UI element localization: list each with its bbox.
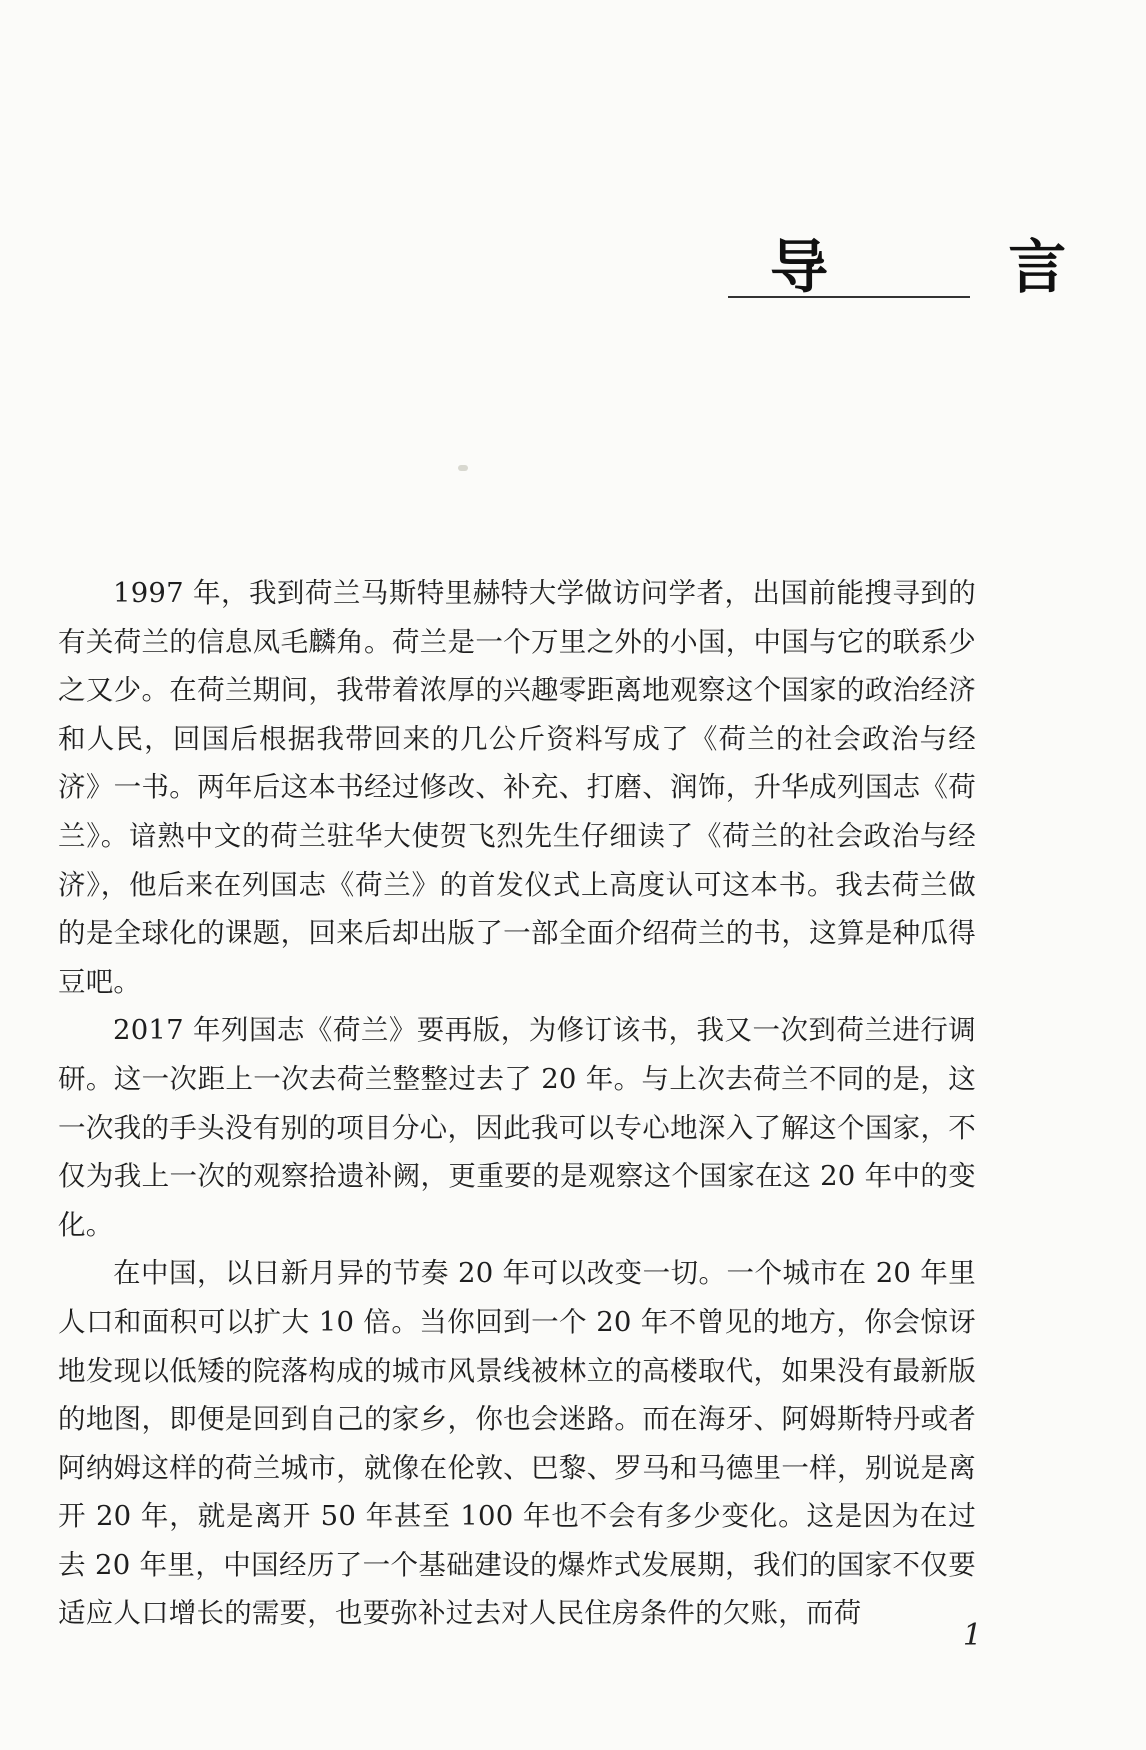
chapter-title: 导 言 (770, 233, 1146, 301)
body-text (58, 569, 976, 1638)
page-number: 1 (962, 1618, 982, 1653)
title-underline (728, 296, 970, 298)
paragraph-2: 2017 年列国志《荷兰》要再版，为修订该书，我又一次到荷兰进行调研。这一次距上一次去荷兰整整过去了 20 年。与上次去荷兰不同的是，这一次我的手头没有别的项目分心，因此我可以专心地深入了解这个国家，不仅为我上一次的观察拾遗补阙，更重要的是观察这个国家在这 20 年中的变化。 (58, 1014, 976, 1241)
paragraph-1: 1997 年，我到荷兰马斯特里赫特大学做访问学者，出国前能搜寻到的有关荷兰的信息凤毛麟角。荷兰是一个万里之外的小国，中国与它的联系少之又少。在荷兰期间，我带着浓厚的兴趣零距离地观察这个国家的政治经济和人民，回国后根据我带回来的几公斤资料写成了《荷兰的社会政治与经济》一书。两年后这本书经过修改、补充、打磨、润饰，升华成列国志《荷兰》。谙熟中文的荷兰驻华大使贺飞烈先生仔细读了《荷兰的社会政治与经济》，他后来在列国志《荷兰》的首发仪式上高度认可这本书。我去荷兰做的是全球化的课题，回来后却出版了一部全面介绍荷兰的书，这算是种瓜得豆吧。 (58, 577, 976, 998)
paragraph-3: 在中国，以日新月异的节奏 20 年可以改变一切。一个城市在 20 年里人口和面积可以扩大 10 倍。当你回到一个 20 年不曾见的地方，你会惊讶地发现以低矮的院落构成的城市风景线被林立的高楼取代，如果没有最新版的地图，即便是回到自己的家乡，你也会迷路。而在海牙、阿姆斯特丹或者阿纳姆这样的荷兰城市，就像在伦敦、巴黎、罗马和马德里一样，别说是离开 20 年，就是离开 50 年甚至 100 年也不会有多少变化。这是因为在过去 20 年里，中国经历了一个基础建设的爆炸式发展期，我们的国家不仅要适应人口增长的需要，也要弥补过去对人民住房条件的欠账，而荷 (58, 1257, 976, 1630)
scan-speck (458, 465, 468, 471)
